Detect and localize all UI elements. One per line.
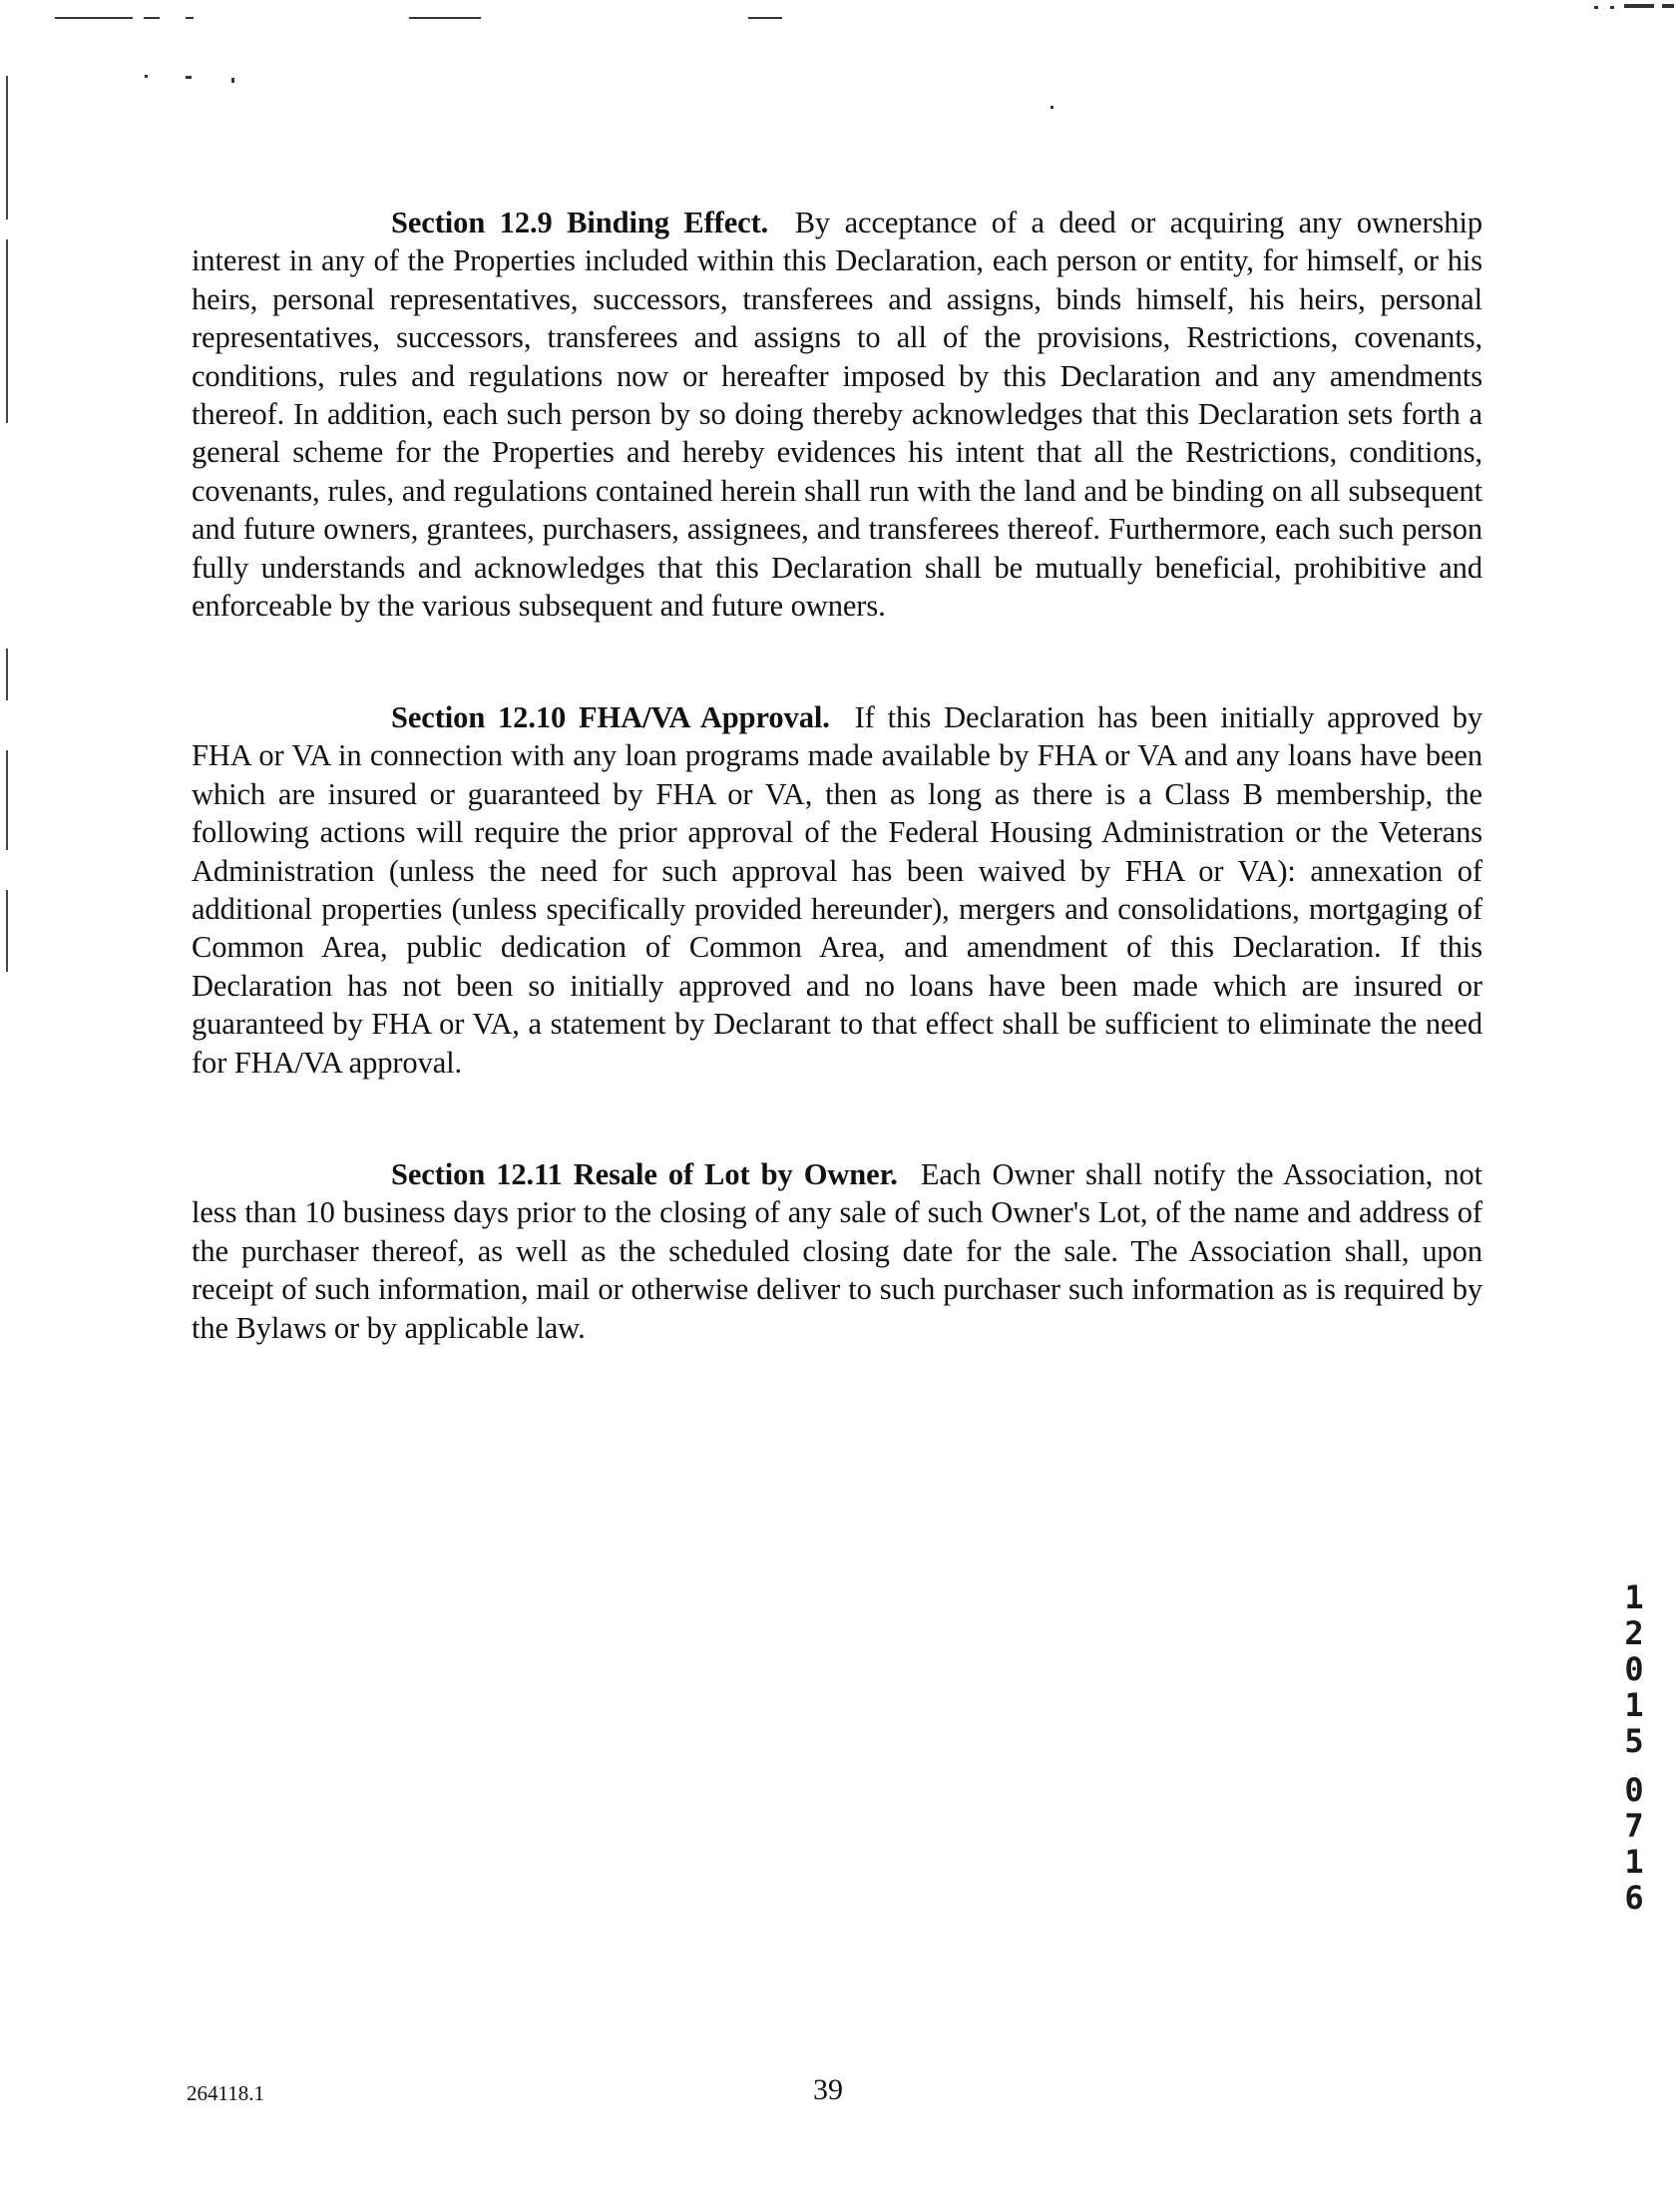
scan-artifact-top bbox=[1610, 6, 1614, 9]
document-number: 264118.1 bbox=[187, 2081, 264, 2105]
page-number: 39 bbox=[813, 2073, 843, 2106]
stamp-digit: 1 bbox=[1624, 1686, 1644, 1724]
section-body: By acceptance of a deed or acquiring any ownership interest in any of the Properties included within this Declaration, each person or entity, for himself, or his heirs, personal representatives, successors, transferees and assigns, binds himself, his heirs, personal representatives, successors, transferees and assigns to all of the provisions, Restrictions, covenants, conditions, rules and regulations now or hereafter imposed by this Declaration and any amendments thereof. In addition, each such person by so doing thereby acknowledges that this Declaration sets forth a general scheme for the Properties and hereby evidences his intent that all the Restrictions, conditions, covenants, rules, and regulations contained herein shall run with the land and be binding on all subsequent and future owners, grantees, purchasers, assignees, and transferees thereof. Furthermore, each such person fully understands and acknowledges that this Declaration shall be mutually beneficial, prohibitive and enforceable by the various subsequent and future owners. bbox=[192, 206, 1482, 624]
scan-artifact-left bbox=[6, 890, 8, 972]
scan-artifact-left bbox=[6, 76, 8, 220]
section-12-10 bbox=[192, 698, 1482, 1082]
scan-artifact-top bbox=[186, 17, 194, 19]
section-heading: Section 12.10 FHA/VA Approval. bbox=[391, 700, 830, 734]
stamp-digit: 2 bbox=[1624, 1614, 1644, 1652]
section-12-11 bbox=[192, 1155, 1482, 1347]
stamp-digit: 7 bbox=[1624, 1807, 1644, 1845]
scan-artifact-dot bbox=[1050, 106, 1053, 109]
scan-artifact-left bbox=[6, 239, 8, 423]
section-heading: Section 12.11 Resale of Lot by Owner. bbox=[391, 1157, 898, 1191]
scan-artifact-dot bbox=[145, 75, 148, 78]
scan-artifact-dot bbox=[231, 78, 234, 83]
scan-artifact-top bbox=[144, 17, 160, 19]
stamp-digit: 5 bbox=[1624, 1722, 1644, 1760]
stamp-digit: 6 bbox=[1624, 1879, 1644, 1917]
stamp-digit: 1 bbox=[1624, 1578, 1644, 1616]
scan-artifact-top bbox=[748, 17, 782, 19]
stamp-digit: 0 bbox=[1624, 1771, 1644, 1809]
scan-artifact-top bbox=[55, 17, 133, 19]
scan-artifact-top bbox=[1594, 6, 1598, 9]
section-body: If this Declaration has been initially approved by FHA or VA in connection with any loan programs made available by FHA or VA and any loans have been which are insured or guaranteed by FHA or VA, then as long as there is a Class B membership, the following actions will require the prior approval of the Federal Housing Administration or the Veterans Administration (unless the need for such approval has been waived by FHA or VA): annexation of additional properties (unless specifically provided hereunder), mergers and consolidations, mortgaging of Common Area, public dedication of Common Area, and amendment of this Declaration. If this Declaration has not been so initially approved and no loans have been made which are insured or guaranteed by FHA or VA, a statement by Declarant to that effect shall be sufficient to eliminate the need for FHA/VA approval. bbox=[192, 700, 1483, 1080]
section-12-9 bbox=[192, 204, 1482, 625]
stamp-digit: 1 bbox=[1624, 1843, 1644, 1881]
scan-artifact-top bbox=[409, 17, 481, 19]
section-body: Each Owner shall notify the Association, not less than 10 business days prior to the closing of any sale of such Owner's Lot, of the name and address of the purchaser thereof, as well as the scheduled closing date for the sale. The Association shall, upon receipt of such information, mail or otherwise deliver to such purchaser such information as is required by the Bylaws or by applicable law. bbox=[192, 1157, 1482, 1345]
scan-artifact-dot bbox=[186, 76, 192, 79]
section-heading: Section 12.9 Binding Effect. bbox=[391, 206, 769, 239]
recording-stamp-top bbox=[1617, 1579, 1651, 1759]
stamp-digit: 0 bbox=[1624, 1650, 1644, 1688]
scan-artifact-left bbox=[6, 649, 8, 700]
scan-artifact-top bbox=[1662, 4, 1674, 8]
recording-stamp-bottom bbox=[1617, 1772, 1651, 1916]
scan-artifact-top bbox=[1624, 4, 1654, 8]
scan-artifact-left bbox=[6, 750, 8, 850]
